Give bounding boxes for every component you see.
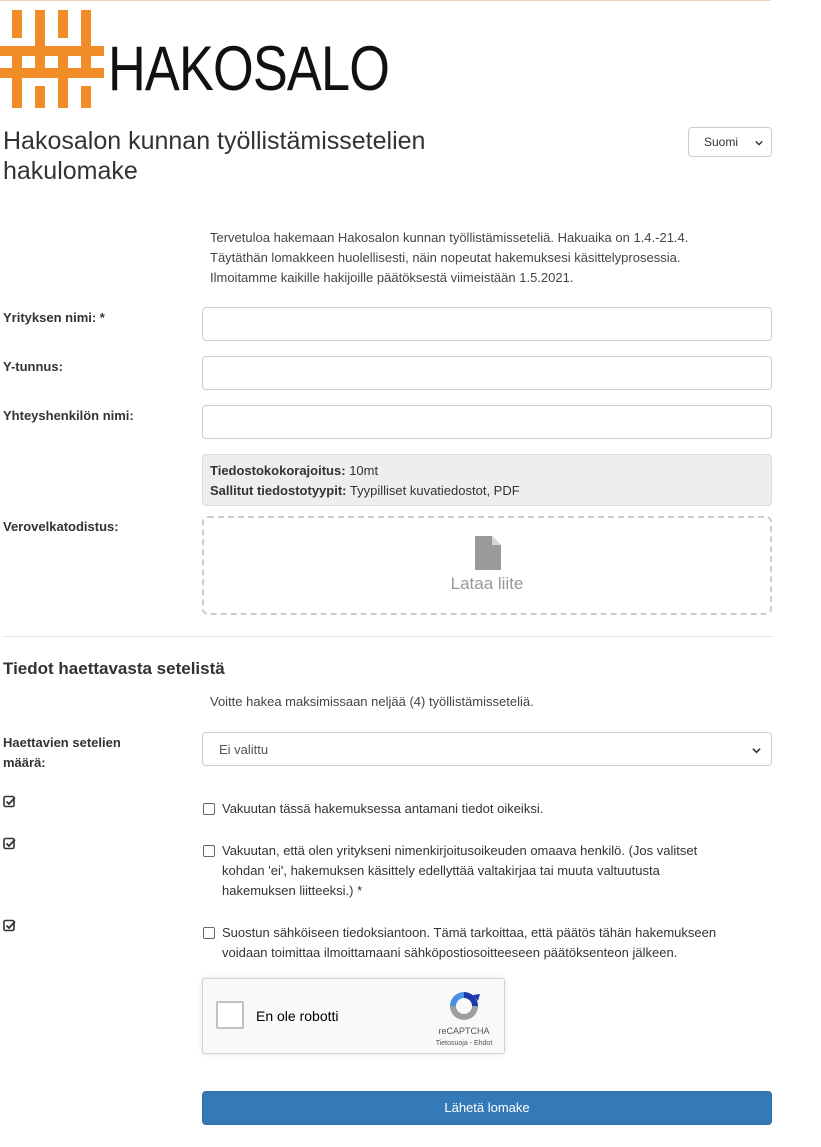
business-id-label: Y-tunnus: <box>3 359 63 374</box>
checkbox-text-line: Vakuutan, että olen yritykseni nimenkirjoitusoikeuden omaava henkilö. (Jos valitset <box>222 843 698 858</box>
business-id-input[interactable] <box>202 356 772 390</box>
confirm-info-checkbox[interactable] <box>203 803 215 815</box>
recaptcha-widget <box>202 978 505 1054</box>
language-value: Suomi <box>704 135 739 149</box>
checkbox-text-line: Suostun sähköiseen tiedoksiantoon. Tämä tarkoittaa, että päätös tähän hakemukseen <box>222 925 717 940</box>
file-icon <box>475 536 501 570</box>
checkbox-text-line: voidaan toimittaa ilmoittamaani sähköpostiosoitteeseen päätöksenteon jälkeen. <box>222 945 678 960</box>
contact-name-input[interactable] <box>202 405 772 439</box>
checklist-icon <box>3 837 16 850</box>
logo-text: HAKOSALO <box>108 34 390 104</box>
recaptcha-brand: reCAPTCHA <box>438 1026 490 1036</box>
electronic-notice-text <box>222 923 767 963</box>
submit-button[interactable]: Lähetä lomake <box>202 1091 772 1125</box>
logo-mark-icon <box>0 10 104 108</box>
section-help-text: Voitte hakea maksimissaan neljää (4) työllistämisseteliä. <box>210 694 534 709</box>
signing-authority-checkbox[interactable] <box>203 845 215 857</box>
upload-info-box <box>202 454 772 506</box>
recaptcha-links[interactable]: Tietosuoja - Ehdot <box>435 1040 493 1047</box>
file-dropzone[interactable] <box>202 516 772 615</box>
file-types-label: Sallitut tiedostotyypit: <box>210 483 347 498</box>
contact-name-label: Yhteyshenkilön nimi: <box>3 408 134 423</box>
recaptcha-logo-icon <box>447 989 481 1023</box>
voucher-count-label-line: määrä: <box>3 755 46 770</box>
top-divider <box>0 0 771 1</box>
checkbox-text-line: kohdan 'ei', hakemuksen käsittely edellyttää valtakirjaa tai muuta valtuutusta <box>222 863 660 878</box>
section-divider <box>3 636 772 637</box>
checklist-icon <box>3 795 16 808</box>
confirm-info-text <box>222 799 767 819</box>
voucher-count-value: Ei valittu <box>219 742 269 757</box>
tax-certificate-label: Verovelkatodistus: <box>3 519 119 534</box>
voucher-count-select[interactable] <box>202 732 772 766</box>
section-title: Tiedot haettavasta setelistä <box>3 659 225 678</box>
checkbox-text-line: Vakuutan tässä hakemuksessa antamani tiedot oikeiksi. <box>222 801 544 816</box>
size-limit-value: 10mt <box>349 463 379 478</box>
chevron-down-icon <box>755 139 763 147</box>
intro-line: Tervetuloa hakemaan Hakosalon kunnan työllistämisseteliä. Hakuaika on 1.4.-21.4. <box>210 230 689 245</box>
recaptcha-label: En ole robotti <box>256 1008 339 1024</box>
language-select[interactable] <box>688 127 772 157</box>
size-limit-label: Tiedostokokorajoitus: <box>210 463 346 478</box>
voucher-count-label <box>3 733 121 773</box>
signing-authority-text <box>222 841 767 901</box>
checklist-icon <box>3 919 16 932</box>
electronic-notice-checkbox[interactable] <box>203 927 215 939</box>
chevron-down-icon <box>752 746 761 755</box>
page-title: Hakosalon kunnan työllistämissetelien hakulomake <box>3 127 426 185</box>
hakosalo-logo <box>0 10 410 110</box>
upload-attachment-text: Lataa liite <box>450 574 524 593</box>
intro-line: Täytäthän lomakkeen huolellisesti, näin nopeutat hakemuksesi käsittelyprosessia. <box>210 250 681 265</box>
checkbox-text-line: hakemuksen liitteeksi.) * <box>222 883 363 898</box>
intro-line: Ilmoitamme kaikille hakijoille päätöksestä viimeistään 1.5.2021. <box>210 270 574 285</box>
voucher-count-label-line: Haettavien setelien <box>3 735 121 750</box>
file-types-value: Tyypilliset kuvatiedostot, PDF <box>349 483 520 498</box>
company-name-input[interactable] <box>202 307 772 341</box>
recaptcha-checkbox[interactable] <box>216 1001 244 1029</box>
company-name-label: Yrityksen nimi: * <box>3 310 105 325</box>
intro-text <box>210 228 770 288</box>
